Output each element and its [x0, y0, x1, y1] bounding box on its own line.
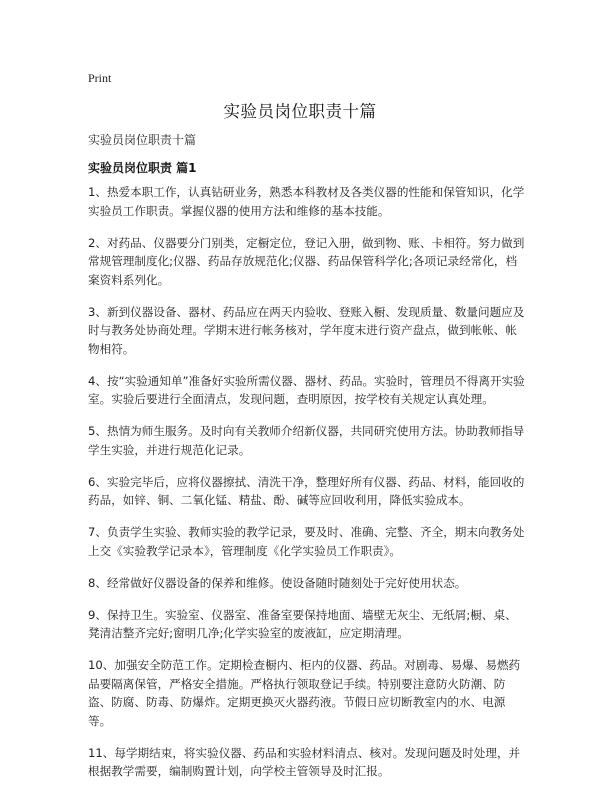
duty-item-8: 8、经常做好仪器设备的保养和维修。使设备随时随刻处于完好使用状态。: [88, 575, 467, 590]
section-heading: 实验员岗位职责 篇1: [88, 161, 197, 175]
duty-item-1: 1、热爱本职工作，认真钻研业务，熟悉本科教材及各类仪器的性能和保管知识，化学实验员工作职责。掌握仪器的使用方法和维修的基本技能。: [88, 185, 525, 218]
duty-item-6: 6、实验完毕后，应将仪器擦拭、清洗干净，整理好所有仪器、药品、材料，能回收的药品，如锌、铜、二氧化锰、精盐、酚、碱等应回收利用，降低实验成本。: [88, 474, 525, 507]
duty-item-11: 11、每学期结束，将实验仪器、药品和实验材料清点、核对。发现问题及时处理，并根据教学需要，编制购置计划，向学校主管领导及时汇报。: [88, 745, 521, 778]
duty-item-5: 5、热情为师生服务。及时向有关教师介绍新仪器，共同研究使用方法。协助教师指导学生实验，并进行规范化记录。: [88, 424, 525, 457]
duty-item-4: 4、按“实验通知单”准备好实验所需仪器、器材、药品。实验时，管理员不得离开实验室。实验后要进行全面清点，发现问题，查明原因，按学校有关规定认真处理。: [88, 373, 525, 406]
document-subtitle: 实验员岗位职责十篇: [88, 133, 197, 147]
duty-item-7: 7、负责学生实验、教师实验的教学记录，要及时、准确、完整、齐全，期末向教务处上交《实验教学记录本》，管理制度《化学实验员工作职责》。: [88, 525, 525, 558]
duty-item-10: 10、加强安全防范工作。定期检查橱内、柜内的仪器、药品。对剧毒、易爆、易燃药品要隔离保管，严格安全措施。严格执行领取登记手续。特别要注意防火防潮、防盗、防腐、防毒、防爆炸。定期更换灭火器药液。节假日应切断教室内的水、电源等。: [88, 658, 521, 728]
page-title: 实验员岗位职责十篇: [223, 102, 377, 121]
print-label: Print: [88, 71, 112, 85]
duty-item-2: 2、对药品、仪器要分门别类，定橱定位，登记入册，做到物、账、卡相符。努力做到常规管理制度化;仪器、药品存放规范化;仪器、药品保管科学化;各项记录经常化，档案资料系列化。: [88, 235, 525, 287]
duty-list: [88, 183, 528, 794]
duty-item-3: 3、新到仪器设备、器材、药品应在两天内验收、登账入橱、发现质量、数量问题应及时与教务处协商处理。学期末进行帐务核对，学年度末进行资产盘点，做到帐帐、帐物相符。: [88, 304, 525, 356]
duty-item-9: 9、保持卫生。实验室、仪器室、准备室要保持地面、墙壁无灰尘、无纸屑;橱、桌、凳清洁整齐完好;窗明几净;化学实验室的废液缸，应定期清理。: [88, 607, 517, 640]
